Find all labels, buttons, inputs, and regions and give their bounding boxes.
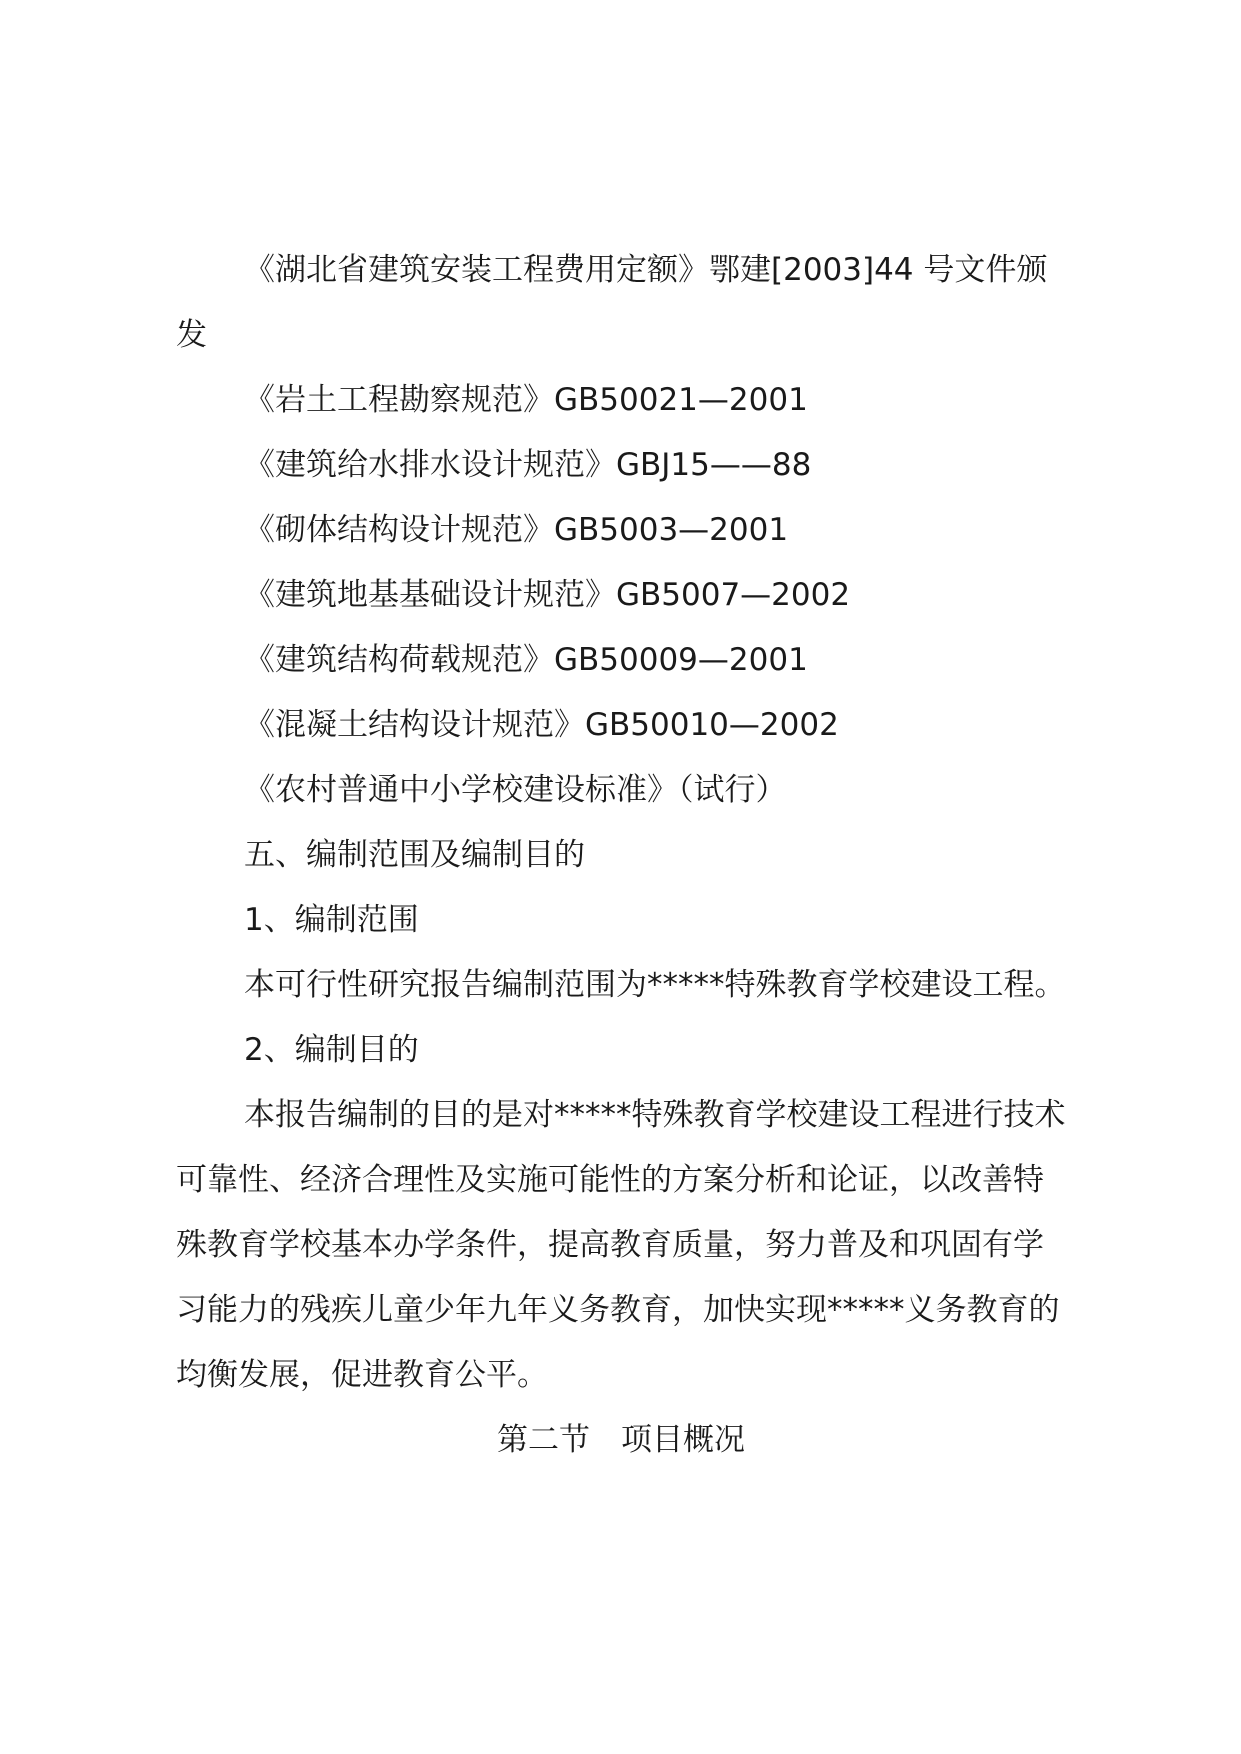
scope-paragraph: 本可行性研究报告编制范围为*****特殊教育学校建设工程。 [244, 967, 1066, 1003]
reference-foundation-code: 《建筑地基基础设计规范》GB5007—2002 [244, 577, 851, 613]
subsection-1-heading: 1、编制范围 [244, 902, 419, 938]
section-heading: 第二节 项目概况 [497, 1422, 745, 1458]
reference-geotechnical-code: 《岩土工程勘察规范》GB50021—2001 [244, 382, 808, 418]
section-5-heading: 五、编制范围及编制目的 [244, 837, 585, 873]
reference-hubei-fee-quota: 《湖北省建筑安装工程费用定额》鄂建[2003]44 号文件颁发 [176, 252, 1048, 353]
reference-concrete-code: 《混凝土结构设计规范》GB50010—2002 [244, 707, 839, 743]
subsection-2-heading: 2、编制目的 [244, 1032, 419, 1068]
purpose-paragraph: 本报告编制的目的是对*****特殊教育学校建设工程进行技术可靠性、经济合理性及实施可能性的方案分析和论证，以改善特殊教育学校基本办学条件，提高教育质量，努力普及和巩固有学习能力的残疾儿童少年九年义务教育，加快实现*****义务教育的均衡发展，促进教育公平。 [176, 1097, 1066, 1393]
reference-water-drainage-code: 《建筑给水排水设计规范》GBJ15——88 [244, 447, 812, 483]
document-body [176, 238, 1066, 1473]
reference-rural-school-standard: 《农村普通中小学校建设标准》（试行） [244, 772, 787, 808]
reference-masonry-code: 《砌体结构设计规范》GB5003—2001 [244, 512, 789, 548]
reference-load-code: 《建筑结构荷载规范》GB50009—2001 [244, 642, 808, 678]
